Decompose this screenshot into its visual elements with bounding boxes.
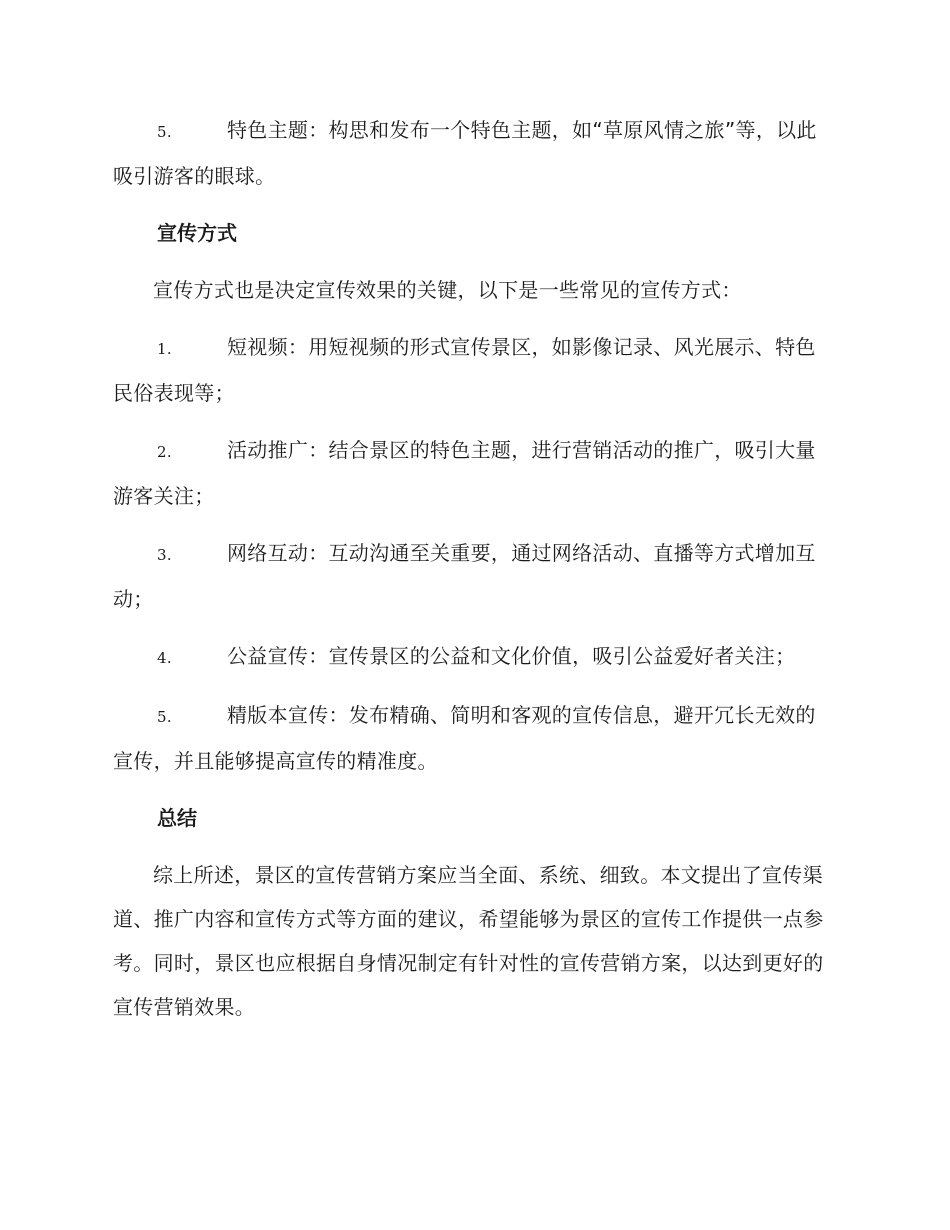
list-item <box>113 531 833 621</box>
list-item <box>113 634 833 680</box>
list-item-text: 特色主题：构思和发布一个特色主题，如“草原风情之旅”等，以此吸引游客的眼球。 <box>113 118 817 188</box>
list-item <box>113 325 833 415</box>
list-item-number: 2. <box>157 443 172 461</box>
list-item-number: 5. <box>157 708 172 726</box>
promotion-intro: 宣传方式也是决定宣传效果的关键，以下是一些常见的宣传方式： <box>153 278 742 302</box>
list-item-text: 网络互动：互动沟通至关重要，通过网络活动、直播等方式增加互动； <box>113 541 816 611</box>
list-item-text: 活动推广：结合景区的特色主题，进行营销活动的推广，吸引大量游客关注； <box>113 438 816 508</box>
document-page <box>113 108 833 1042</box>
list-item-number: 4. <box>157 649 172 667</box>
list-item <box>113 108 833 198</box>
list-item-number: 3. <box>157 546 172 564</box>
list-item-number: 1. <box>157 340 172 358</box>
list-item-text: 公益宣传：宣传景区的公益和文化价值，吸引公益爱好者关注； <box>227 644 796 668</box>
summary-body: 综上所述，景区的宣传营销方案应当全面、系统、细致。本文提出了宣传渠道、推广内容和宣传方式等方面的建议，希望能够为景区的宣传工作提供一点参考。同时，景区也应根据自身情况制定有针对性的宣传营销方案，以达到更好的宣传营销效果。 <box>113 863 824 1019</box>
list-item-number: 5. <box>157 123 172 141</box>
section-heading-summary: 总结 <box>157 806 197 830</box>
list-item-text: 短视频：用短视频的形式宣传景区，如影像记录、风光展示、特色民俗表现等； <box>113 335 816 405</box>
section-heading-promotion: 宣传方式 <box>157 221 237 245</box>
list-item-text: 精版本宣传：发布精确、简明和客观的宣传信息，避开冗长无效的宣传，并且能够提高宣传的精准度。 <box>113 703 816 773</box>
list-item <box>113 693 833 783</box>
list-item <box>113 428 833 518</box>
